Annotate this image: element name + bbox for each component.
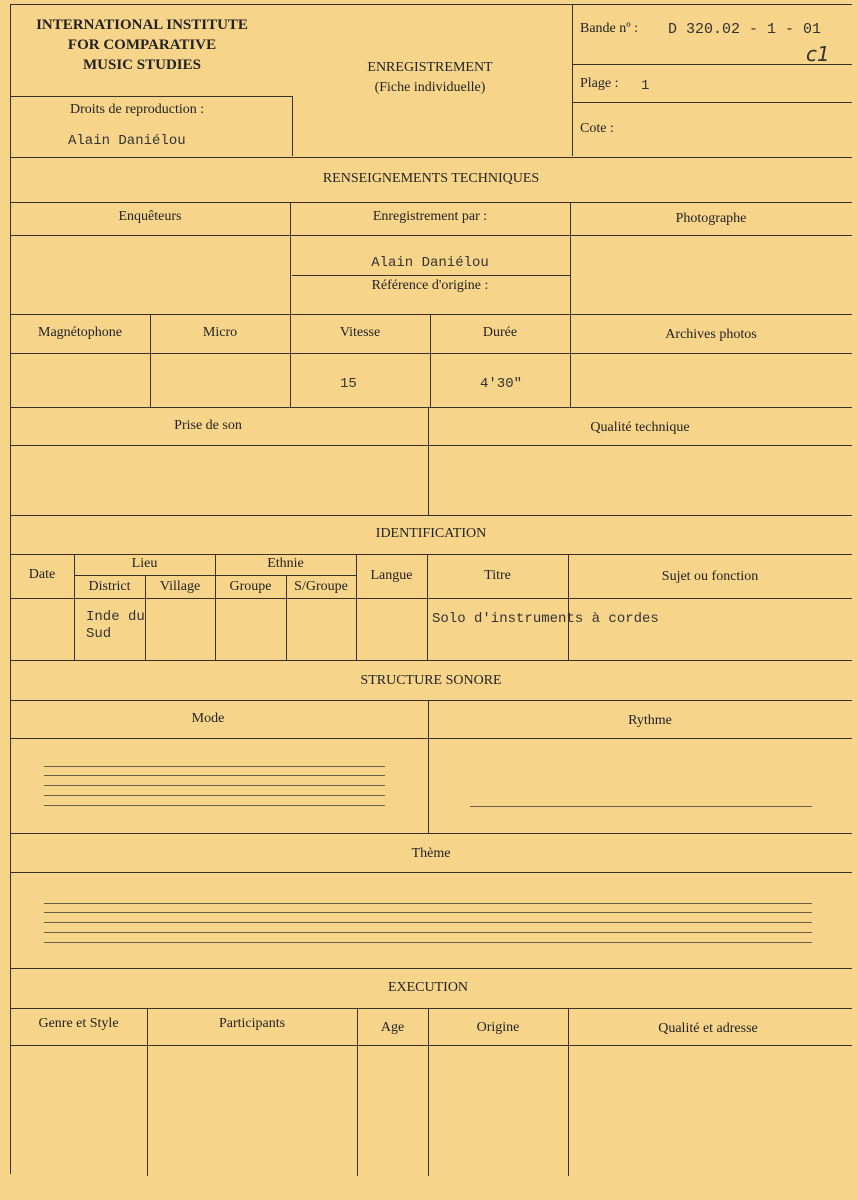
lieu-label: Lieu [131,556,158,571]
rythme-label: Rythme [628,713,672,728]
duree-label: Durée [482,325,518,340]
age-label: Age [380,1020,405,1035]
vitesse-value[interactable]: 15 [340,376,357,392]
village-label: Village [159,579,201,594]
mode-label: Mode [191,711,225,726]
duree-value[interactable]: 4'30" [480,376,523,392]
date-label: Date [28,567,56,582]
prise-label: Prise de son [174,418,242,433]
plage-value[interactable]: 1 [641,78,650,94]
plage-label: Plage : [580,76,619,91]
micro-label: Micro [202,325,238,340]
archives-label: Archives photos [665,327,757,342]
form-subtitle: (Fiche individuelle) [374,80,486,95]
magnetophone-label: Magnétophone [38,325,122,340]
enregistrement-value[interactable]: Alain Daniélou [371,255,489,271]
techniques-heading: RENSEIGNEMENTS TECHNIQUES [322,171,540,186]
reference-label: Référence d'origine : [371,278,489,293]
droits-value[interactable]: Alain Daniélou [68,133,186,149]
origine-label: Origine [476,1020,520,1035]
institute-line-1: INTERNATIONAL INSTITUTE [36,17,248,33]
photographe-label: Photographe [675,211,747,226]
structure-heading: STRUCTURE SONORE [360,673,502,688]
district-label: District [88,579,131,594]
form-title: ENREGISTREMENT [367,60,493,75]
ethnie-label: Ethnie [267,556,304,571]
bande-note: c1 [806,42,830,66]
bande-value[interactable]: D 320.02 - 1 - 01 [668,21,822,38]
bande-label: Bande nº : [580,21,638,36]
titre-label: Titre [484,568,511,583]
identification-heading: IDENTIFICATION [375,526,487,541]
genre-label: Genre et Style [38,1016,119,1031]
qualite-label: Qualité technique [590,420,690,435]
groupe-label: Groupe [229,579,272,594]
langue-label: Langue [370,568,413,583]
sujet-label: Sujet ou fonction [661,569,759,584]
titre-value[interactable]: Solo d'instruments à cordes [432,611,659,627]
qualite-adresse-label: Qualité et adresse [658,1021,758,1036]
theme-label: Thème [411,846,451,861]
lieu-value-line-2[interactable]: Sud [86,626,112,642]
cote-label: Cote : [580,121,614,136]
enregistrement-label: Enregistrement par : [372,209,488,224]
participants-label: Participants [218,1016,286,1031]
institute-line-2: FOR COMPARATIVE [67,37,217,53]
lieu-value-line-1[interactable]: Inde du [86,609,145,625]
institute-line-3: MUSIC STUDIES [83,57,201,73]
vitesse-label: Vitesse [339,325,381,340]
execution-heading: EXECUTION [387,980,469,995]
droits-label: Droits de reproduction : [70,102,205,117]
sgroupe-label: S/Groupe [294,579,348,594]
enqueteurs-label: Enquêteurs [118,209,182,224]
